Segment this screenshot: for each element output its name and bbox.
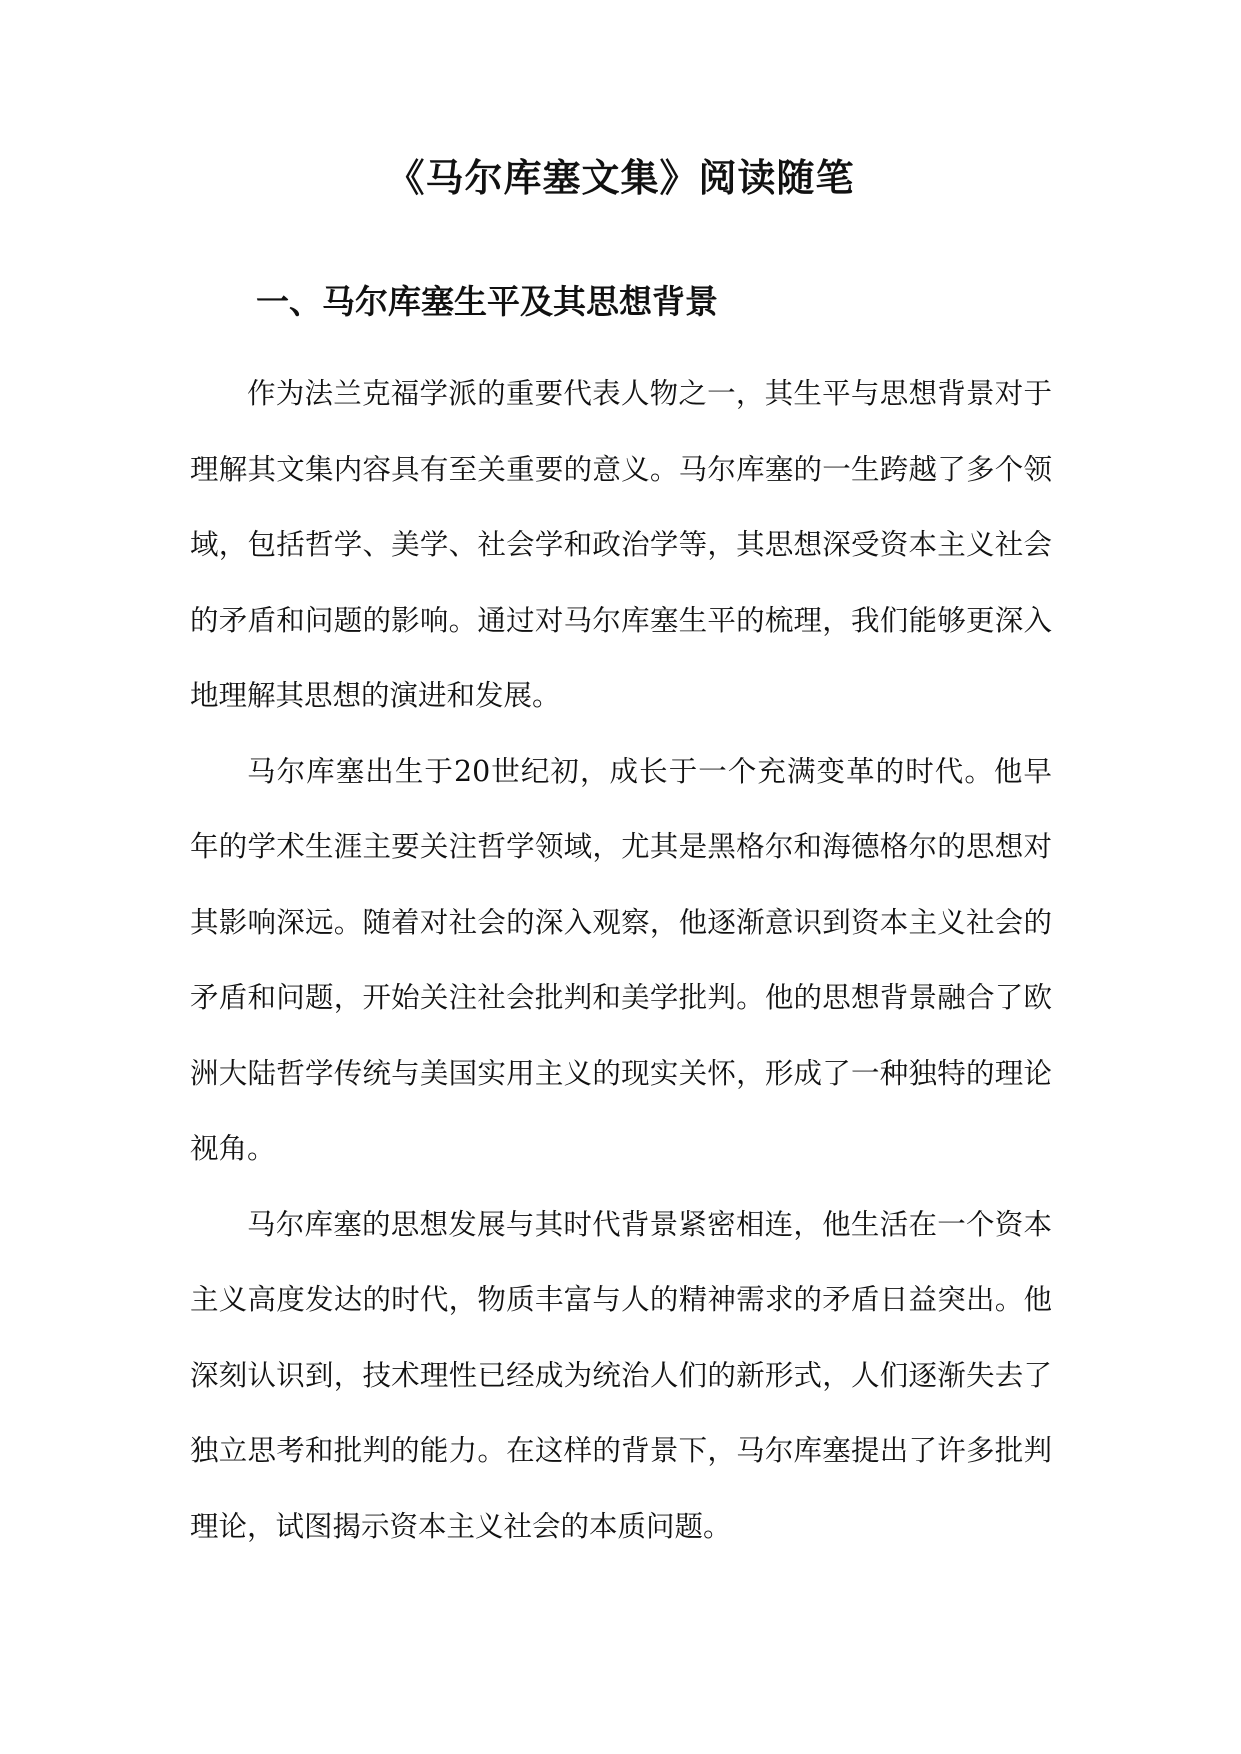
- paragraph-2: 马尔库塞出生于20世纪初，成长于一个充满变革的时代。他早年的学术生涯主要关注哲学领域，尤其是黑格尔和海德格尔的思想对其影响深远。随着对社会的深入观察，他逐渐意识到资本主义社会的矛盾和问题，开始关注社会批判和美学批判。他的思想背景融合了欧洲大陆哲学传统与美国实用主义的现实关怀，形成了一种独特的理论视角。: [190, 754, 1052, 1165]
- section-body: [190, 356, 1052, 1564]
- section-heading: 一、马尔库塞生平及其思想背景: [256, 282, 718, 321]
- paragraph-1: 作为法兰克福学派的重要代表人物之一，其生平与思想背景对于理解其文集内容具有至关重要的意义。马尔库塞的一生跨越了多个领域，包括哲学、美学、社会学和政治学等，其思想深受资本主义社会的矛盾和问题的影响。通过对马尔库塞生平的梳理，我们能够更深入地理解其思想的演进和发展。: [190, 377, 1052, 712]
- document-title: 《马尔库塞文集》阅读随笔: [386, 155, 855, 200]
- paragraph-3: 马尔库塞的思想发展与其时代背景紧密相连，他生活在一个资本主义高度发达的时代，物质丰富与人的精神需求的矛盾日益突出。他深刻认识到，技术理性已经成为统治人们的新形式，人们逐渐失去了独立思考和批判的能力。在这样的背景下，马尔库塞提出了许多批判理论，试图揭示资本主义社会的本质问题。: [190, 1207, 1052, 1543]
